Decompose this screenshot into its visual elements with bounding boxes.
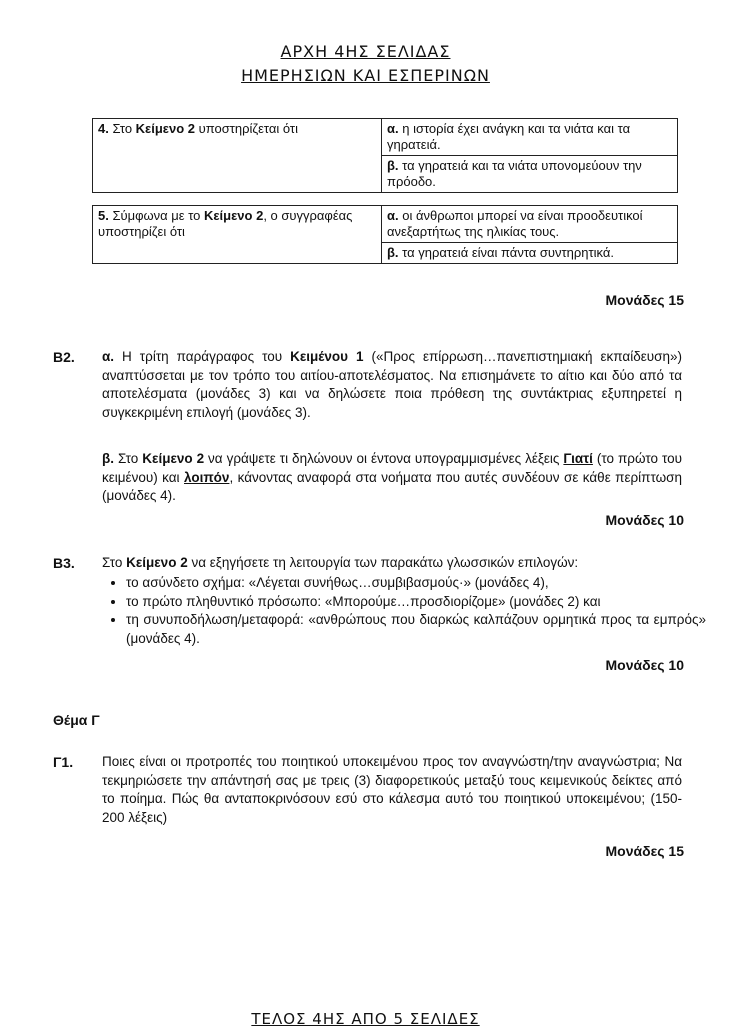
b2-part-b: β. Στο Κείμενο 2 να γράψετε τι δηλώνουν οι έντονα υπογραμμισμένες λέξεις Γιατί (το πρώτο του κειμένου) και λοιπόν, κάνοντας αναφορά στα νοήματα που αυτές συνδέουν σε κάθε περίπτωση (μονάδες 4). [102,451,683,503]
list-item: • τη συνυποδήλωση/μεταφορά: «ανθρώπους που διαρκώς καλπάζουν ορμητικά προς τα εμπρός» (μονάδες 4). [126,611,706,648]
question-4-stem: 4. Στο Κείμενο 2 υποστηρίζεται ότι [93,119,382,193]
marks-a: Μονάδες 15 [605,292,684,308]
g1-text: Ποιες είναι οι προτροπές του ποιητικού υποκειμένου προς τον αναγνώστη/την αναγνώστρια; Να τεκμηριώσετε την απάντησή σας με τρεις (3) διαφορετικούς μεταξύ τους κειμενικούς δείκτες από το ποίημα. Πώς θα ανταποκρινόσουν εσύ στο κάλεσμα αυτό του ποιητικού υποκειμένου; (150-200 λέξεις) [102,754,682,825]
b2-marks: Μονάδες 10 [605,512,684,528]
theme-g-heading: Θέμα Γ [53,712,100,728]
g1-marks: Μονάδες 15 [605,843,684,859]
question-5-option-b: β. τα γηρατειά είναι πάντα συντηρητικά. [382,243,678,264]
question-4-table [92,118,678,193]
question-4-option-a: α. η ιστορία έχει ανάγκη και τα νιάτα και τα γηρατειά. [382,119,678,156]
b3-label: Β3. [53,555,75,571]
g1-label: Γ1. [53,754,74,770]
list-item: • το ασύνδετο σχήμα: «Λέγεται συνήθως…συμβιβασμούς·» (μονάδες 4), [126,574,706,593]
page-header-line-2: ΗΜΕΡΗΣΙΩΝ ΚΑΙ ΕΣΠΕΡΙΝΩΝ [241,66,490,85]
page-header-line-1: ΑΡΧΗ 4ΗΣ ΣΕΛΙΔΑΣ [280,42,451,61]
question-5-stem: 5. Σύμφωνα με το Κείμενο 2, ο συγγραφέας υποστηρίζει ότι [93,206,382,264]
b3-bullet-list [102,574,706,648]
question-5-table [92,205,678,264]
b2-label: Β2. [53,349,75,365]
b3-intro: Στο Κείμενο 2 να εξηγήσετε τη λειτουργία των παρακάτω γλωσσικών επιλογών: [102,555,579,570]
b2-part-a: α. Η τρίτη παράγραφος του Κειμένου 1 («Προς επίρρωση…πανεπιστημιακή εκπαίδευση») αναπτύσσεται με τον τρόπο του αιτίου-αποτελέσματος. Να επισημάνετε το αίτιο και δύο από τα αποτελέσματα (μονάδες 3) και να δηλώσετε ποια πρόθεση της συντάκτριας εξυπηρετεί η συγκεκριμένη επιλογή (μονάδες 3). [102,349,682,420]
page-footer: ΤΕΛΟΣ 4ΗΣ ΑΠΟ 5 ΣΕΛΙΔΕΣ [251,1010,480,1028]
question-4-option-b: β. τα γηρατειά και τα νιάτα υπονομεύουν την πρόοδο. [382,156,678,193]
question-5-option-a: α. οι άνθρωποι μπορεί να είναι προοδευτικοί ανεξαρτήτως της ηλικίας τους. [382,206,678,243]
b3-marks: Μονάδες 10 [605,657,684,673]
list-item: • το πρώτο πληθυντικό πρόσωπο: «Μπορούμε…προσδιορίζομε» (μονάδες 2) και [126,593,706,612]
